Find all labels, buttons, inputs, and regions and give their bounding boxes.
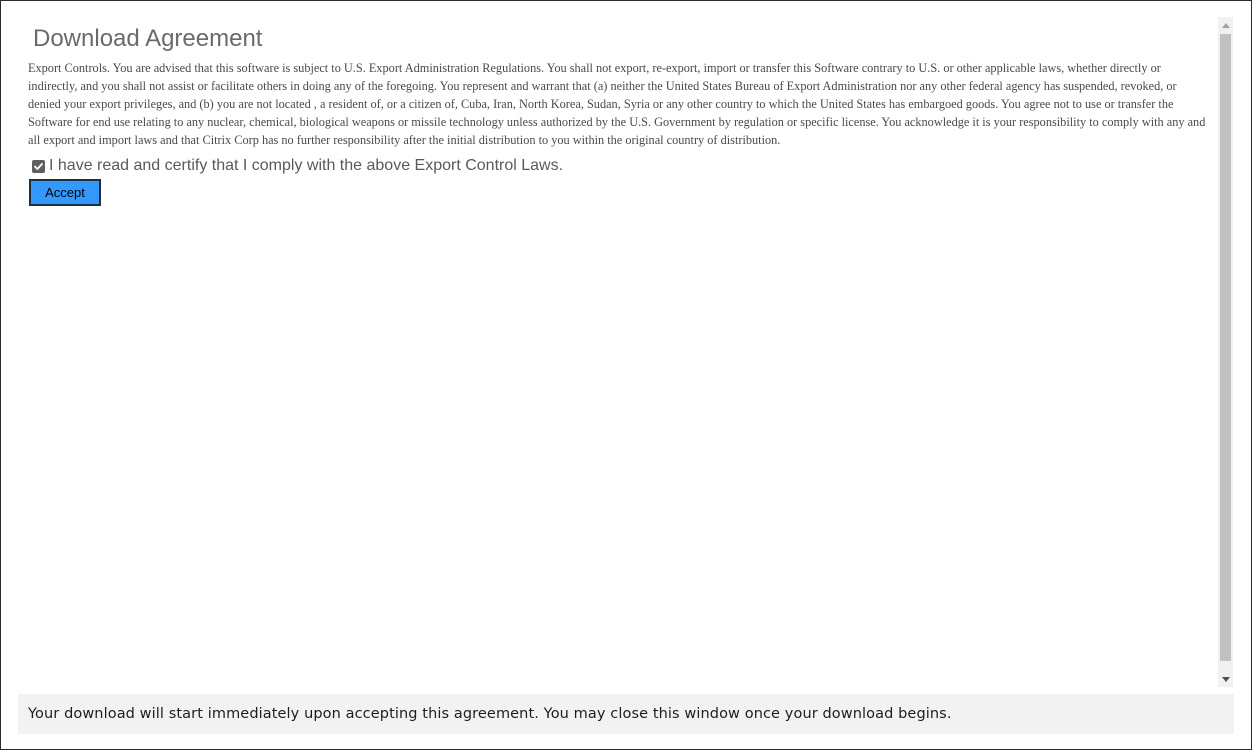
scroll-down-button[interactable] [1218, 671, 1233, 687]
download-footer [18, 694, 1234, 734]
scroll-up-button[interactable] [1218, 17, 1233, 33]
accept-button[interactable]: Accept [29, 179, 101, 206]
agreement-content [28, 25, 1212, 206]
triangle-down-icon [1222, 677, 1230, 682]
triangle-up-icon [1222, 23, 1230, 28]
scroll-thumb[interactable] [1220, 34, 1231, 661]
certify-row[interactable] [32, 155, 1212, 177]
vertical-scrollbar[interactable] [1218, 17, 1233, 687]
agreement-frame [1, 15, 1237, 687]
certify-label[interactable]: I have read and certify that I comply with the above Export Control Laws. [49, 157, 564, 174]
page-title: Download Agreement [33, 25, 263, 52]
check-icon [33, 161, 44, 172]
certify-checkbox[interactable] [32, 160, 45, 173]
agreement-text: Export Controls. You are advised that this software is subject to U.S. Export Administration Regulations. You shall not export, re-export, import or transfer this Software contrary to U.S. or other applicable laws, whether directly or indirectly, and you shall not assist or facilitate others in doing any of the foregoing. You represent and warrant that (a) neither the United States Bureau of Export Administration nor any other federal agency has suspended, revoked, or denied your export privileges, and (b) you are not located , a resident of, or a citizen of, Cuba, Iran, North Korea, Sudan, Syria or any other country to which the United States has embargoed goods. You agree not to use or transfer the Software for end use relating to any nuclear, chemical, biological weapons or missile technology unless authorized by the U.S. Government by regulation or specific license. You acknowledge it is your responsibility to comply with any and all export and import laws and that Citrix Corp has no further responsibility after the initial distribution to you within the original country of distribution. [28, 61, 1206, 147]
footer-message: Your download will start immediately upon accepting this agreement. You may close this window once your download begins. [28, 706, 952, 722]
